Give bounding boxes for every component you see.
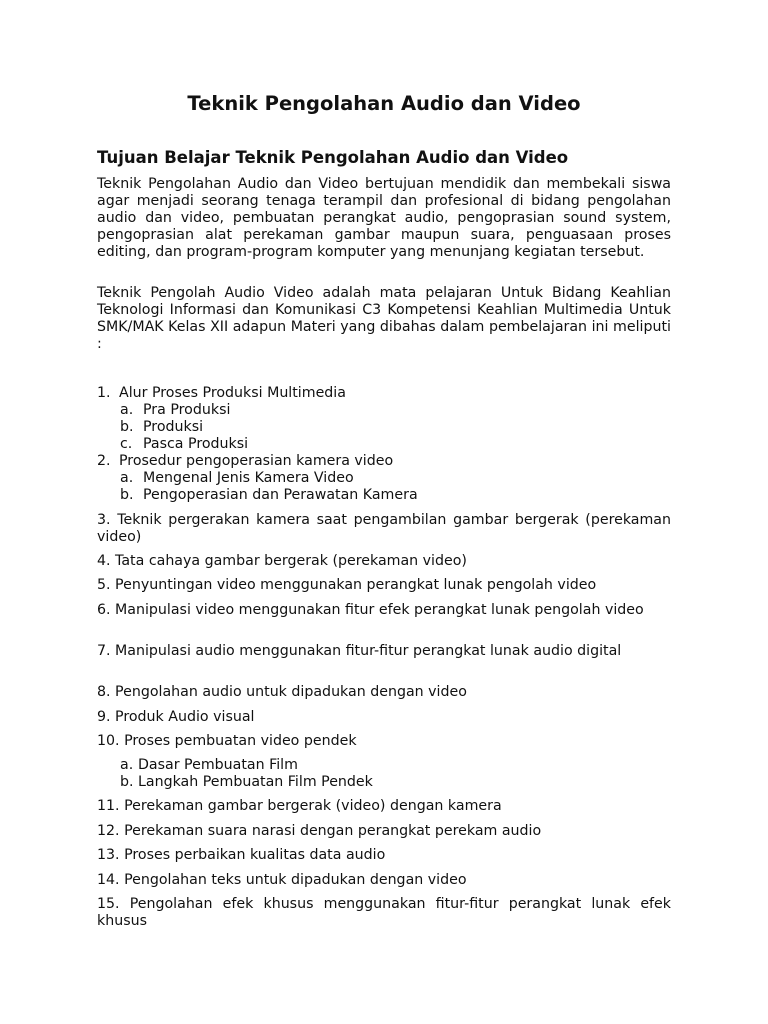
list-subitem: c. Pasca Produksi <box>120 436 249 452</box>
list-item: 10. Proses pembuatan video pendek <box>97 733 357 749</box>
list-subitem: a. Mengenal Jenis Kamera Video <box>120 470 354 486</box>
list-subitem: b. Pengoperasian dan Perawatan Kamera <box>120 487 418 503</box>
list-item: 5. Penyuntingan video menggunakan perangkat lunak pengolah video <box>97 577 597 593</box>
list-item: 3. Teknik pergerakan kamera saat pengambilan gambar bergerak (perekaman video) <box>97 512 671 545</box>
list-item: 2. Prosedur pengoperasian kamera video <box>97 453 394 469</box>
list-subitem: b. Produksi <box>120 419 204 435</box>
paragraph-scope: Teknik Pengolah Audio Video adalah mata pelajaran Untuk Bidang Keahlian Teknologi Informasi dan Komunikasi C3 Kompetensi Keahlian Multimedia Untuk SMK/MAK Kelas XII adapun Materi yang dibahas dalam pembelajaran ini meliputi : <box>97 285 671 352</box>
list-item: 4. Tata cahaya gambar bergerak (perekaman video) <box>97 553 467 569</box>
list-subitem: a. Pra Produksi <box>120 402 231 418</box>
list-item: 6. Manipulasi video menggunakan fitur efek perangkat lunak pengolah video <box>97 602 644 618</box>
list-item: 7. Manipulasi audio menggunakan fitur-fitur perangkat lunak audio digital <box>97 643 622 659</box>
list-subitem: a. Dasar Pembuatan Film <box>120 757 298 773</box>
section-heading: Tujuan Belajar Teknik Pengolahan Audio dan Video <box>97 148 569 167</box>
document-title: Teknik Pengolahan Audio dan Video <box>187 92 581 115</box>
list-item: 1. Alur Proses Produksi Multimedia <box>97 385 346 401</box>
list-subitem: b. Langkah Pembuatan Film Pendek <box>120 774 373 790</box>
list-item: 8. Pengolahan audio untuk dipadukan dengan video <box>97 684 467 700</box>
list-item: 13. Proses perbaikan kualitas data audio <box>97 847 386 863</box>
paragraph-purpose: Teknik Pengolahan Audio dan Video bertujuan mendidik dan membekali siswa agar menjadi seorang tenaga terampil dan profesional di bidang pengolahan audio dan video, pembuatan perangkat audio, pengoprasian sound system, pengoprasian alat perekaman gambar maupun suara, penguasaan proses editing, dan program-program komputer yang menunjang kegiatan tersebut. <box>97 176 671 260</box>
list-item: 9. Produk Audio visual <box>97 709 255 725</box>
list-item: 11. Perekaman gambar bergerak (video) dengan kamera <box>97 798 502 814</box>
list-item: 14. Pengolahan teks untuk dipadukan dengan video <box>97 872 467 888</box>
list-item: 15. Pengolahan efek khusus menggunakan fitur-fitur perangkat lunak efek khusus <box>97 896 671 929</box>
list-item: 12. Perekaman suara narasi dengan perangkat perekam audio <box>97 823 542 839</box>
